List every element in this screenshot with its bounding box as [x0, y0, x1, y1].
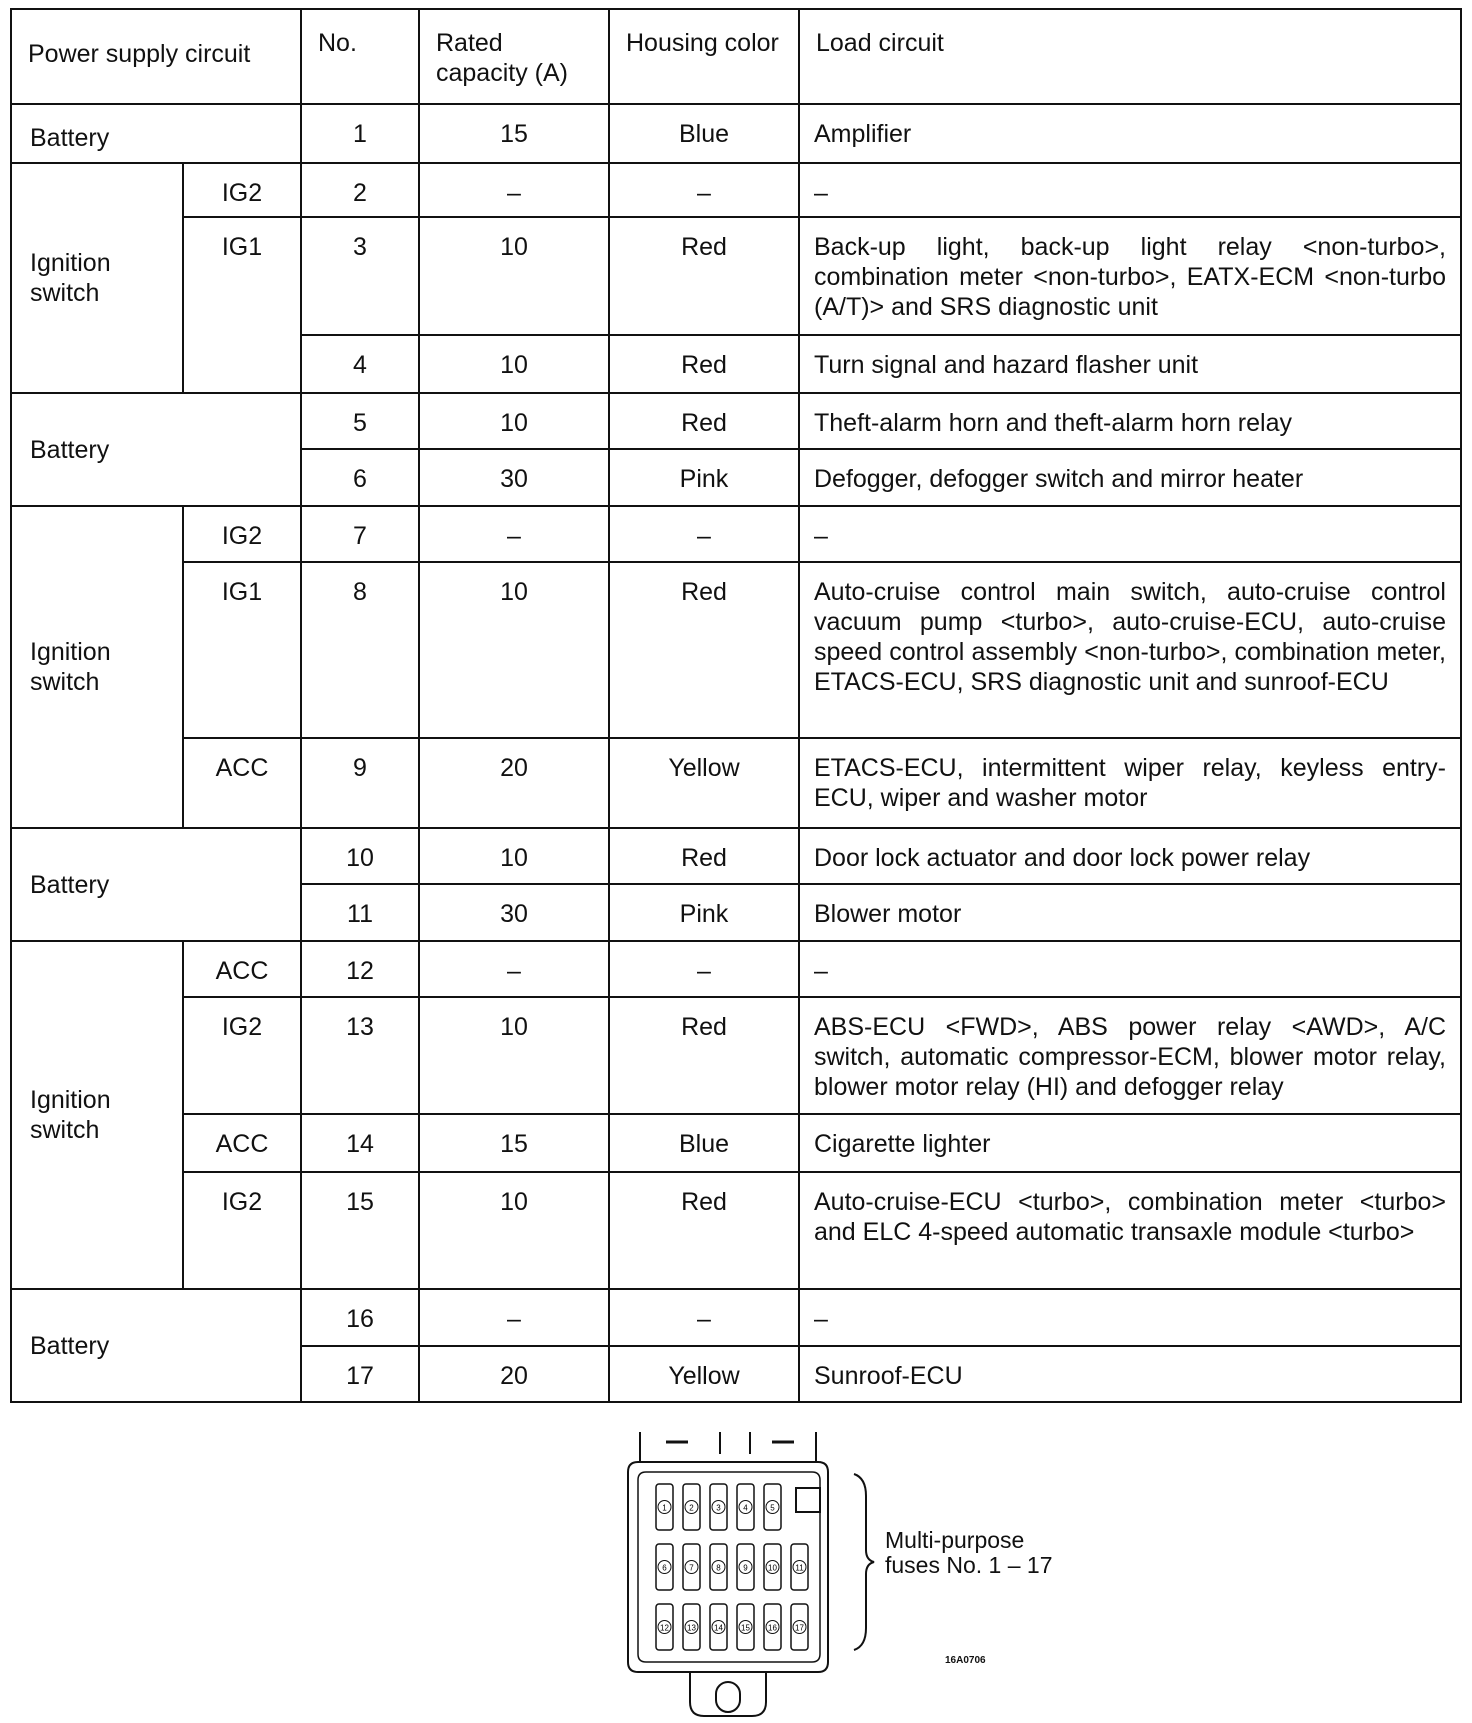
- header-no: No.: [301, 9, 419, 104]
- rated-capacity: –: [419, 506, 609, 562]
- rated-capacity: 10: [419, 997, 609, 1114]
- switch-position: IG2: [183, 506, 301, 562]
- fuse-callout-line1: Multi-purpose: [885, 1527, 1025, 1553]
- rated-capacity: 10: [419, 217, 609, 335]
- fuse-number: 4: [301, 335, 419, 393]
- load-circuit: Theft-alarm horn and theft-alarm horn relay: [799, 393, 1461, 449]
- table-row: [11, 997, 1461, 1114]
- fuse-number: 15: [301, 1172, 419, 1289]
- power-supply-cell: Ignition switch: [11, 163, 183, 393]
- rated-capacity: 10: [419, 335, 609, 393]
- housing-color: Red: [609, 335, 799, 393]
- rated-capacity: 10: [419, 393, 609, 449]
- load-circuit: Defogger, defogger switch and mirror heater: [799, 449, 1461, 506]
- housing-color: Red: [609, 1172, 799, 1289]
- housing-color: Red: [609, 997, 799, 1114]
- fuse-number: 17: [301, 1346, 419, 1402]
- power-supply-cell: Battery: [11, 828, 301, 941]
- load-circuit: Turn signal and hazard flasher unit: [799, 335, 1461, 393]
- housing-color: –: [609, 506, 799, 562]
- rated-capacity: 15: [419, 1114, 609, 1172]
- housing-color: Pink: [609, 449, 799, 506]
- load-circuit: Blower motor: [799, 884, 1461, 941]
- fuse-slot-number: 10: [768, 1563, 777, 1573]
- fuse-slot-number: 9: [743, 1563, 748, 1573]
- table-row: [11, 393, 1461, 449]
- table-row: [11, 217, 1461, 335]
- load-circuit: Cigarette lighter: [799, 1114, 1461, 1172]
- fuse-number: 9: [301, 738, 419, 828]
- load-circuit: –: [799, 163, 1461, 217]
- fuse-number: 8: [301, 562, 419, 738]
- fuse-number: 7: [301, 506, 419, 562]
- load-circuit: Sunroof-ECU: [799, 1346, 1461, 1402]
- housing-color: Red: [609, 217, 799, 335]
- load-circuit: Back-up light, back-up light relay <non-turbo>, combination meter <non-turbo>, EATX-ECM <non-turbo (A/T)> and SRS diagnostic unit: [799, 217, 1461, 335]
- rated-capacity: 10: [419, 1172, 609, 1289]
- header-housing-color: Housing color: [609, 9, 799, 104]
- housing-color: Blue: [609, 1114, 799, 1172]
- header-rated-capacity: Rated capacity (A): [419, 9, 609, 104]
- switch-position: ACC: [183, 941, 301, 997]
- rated-capacity: 30: [419, 449, 609, 506]
- load-circuit: Auto-cruise control main switch, auto-cruise control vacuum pump <turbo>, auto-cruise-ECU, auto-cruise speed control assembly <non-turbo>, combination meter, ETACS-ECU, SRS diagnostic unit and sunroof-ECU: [799, 562, 1461, 738]
- rated-capacity: 10: [419, 562, 609, 738]
- housing-color: Red: [609, 393, 799, 449]
- rated-capacity: 15: [419, 104, 609, 163]
- housing-color: –: [609, 1289, 799, 1346]
- fuse-slot-number: 7: [689, 1563, 694, 1573]
- fuse-slot-number: 17: [795, 1623, 804, 1633]
- rated-capacity: –: [419, 941, 609, 997]
- fuse-number: 2: [301, 163, 419, 217]
- fuse-slot-number: 6: [662, 1563, 667, 1573]
- switch-position: IG2: [183, 163, 301, 217]
- fuse-table: [10, 8, 1462, 1403]
- table-row: [11, 104, 1461, 163]
- rated-capacity: –: [419, 163, 609, 217]
- housing-color: Red: [609, 828, 799, 884]
- housing-color: –: [609, 163, 799, 217]
- power-supply-cell: Battery: [11, 1289, 301, 1402]
- power-supply-cell: Ignition switch: [11, 506, 183, 828]
- rated-capacity: –: [419, 1289, 609, 1346]
- fuse-slot-number: 14: [714, 1623, 723, 1633]
- power-supply-cell: Battery: [11, 393, 301, 506]
- rated-capacity: 20: [419, 1346, 609, 1402]
- figure-code: 16A0706: [945, 1655, 986, 1666]
- load-circuit: Amplifier: [799, 104, 1461, 163]
- housing-color: Red: [609, 562, 799, 738]
- table-row: [11, 1172, 1461, 1289]
- fuse-number: 14: [301, 1114, 419, 1172]
- table-row: [11, 1289, 1461, 1346]
- rated-capacity: 10: [419, 828, 609, 884]
- housing-color: Blue: [609, 104, 799, 163]
- housing-color: Yellow: [609, 1346, 799, 1402]
- fuse-callout-label: [885, 1528, 1053, 1578]
- rated-capacity: 20: [419, 738, 609, 828]
- fuse-slot-number: 8: [716, 1563, 721, 1573]
- table-row: [11, 828, 1461, 884]
- fuse-number: 6: [301, 449, 419, 506]
- load-circuit: Door lock actuator and door lock power relay: [799, 828, 1461, 884]
- fuse-number: 5: [301, 393, 419, 449]
- table-row: [11, 738, 1461, 828]
- fuse-slot-number: 16: [768, 1623, 777, 1633]
- table-row: [11, 1114, 1461, 1172]
- load-circuit: Auto-cruise-ECU <turbo>, combination meter <turbo> and ELC 4-speed automatic transaxle module <turbo>: [799, 1172, 1461, 1289]
- table-row: [11, 941, 1461, 997]
- load-circuit: ETACS-ECU, intermittent wiper relay, keyless entry-ECU, wiper and washer motor: [799, 738, 1461, 828]
- fuse-number: 13: [301, 997, 419, 1114]
- fuse-number: 3: [301, 217, 419, 335]
- relay-slot: [796, 1488, 820, 1512]
- fuse-number: 1: [301, 104, 419, 163]
- housing-color: Yellow: [609, 738, 799, 828]
- table-row: [11, 163, 1461, 217]
- load-circuit: –: [799, 506, 1461, 562]
- fuse-number: 12: [301, 941, 419, 997]
- fuse-number: 16: [301, 1289, 419, 1346]
- switch-position: IG1: [183, 217, 301, 393]
- rated-capacity: 30: [419, 884, 609, 941]
- switch-position: ACC: [183, 738, 301, 828]
- table-row: [11, 506, 1461, 562]
- load-circuit: –: [799, 941, 1461, 997]
- switch-position: IG2: [183, 997, 301, 1114]
- power-supply-cell: Battery: [11, 104, 301, 163]
- switch-position: ACC: [183, 1114, 301, 1172]
- load-circuit: –: [799, 1289, 1461, 1346]
- header-load-circuit: Load circuit: [799, 9, 1461, 104]
- fuse-number: 11: [301, 884, 419, 941]
- fuse-callout-line2: fuses No. 1 – 17: [885, 1552, 1053, 1578]
- fuse-slot-number: 11: [795, 1563, 804, 1573]
- fuse-slot-number: 15: [741, 1623, 750, 1633]
- header-power-supply: Power supply circuit: [11, 9, 301, 104]
- fuse-slot-number: 5: [770, 1503, 775, 1513]
- fuse-slot-number: 3: [716, 1503, 721, 1513]
- fuse-slot-number: 13: [687, 1623, 696, 1633]
- fuse-slot-number: 4: [743, 1503, 748, 1513]
- switch-position: IG1: [183, 562, 301, 738]
- fuse-slot-number: 2: [689, 1503, 694, 1513]
- housing-color: –: [609, 941, 799, 997]
- fuse-number: 10: [301, 828, 419, 884]
- fuse-slot-number: 12: [660, 1623, 669, 1633]
- load-circuit: ABS-ECU <FWD>, ABS power relay <AWD>, A/C switch, automatic compressor-ECM, blower motor relay, blower motor relay (HI) and defogger relay: [799, 997, 1461, 1114]
- power-supply-cell: Ignition switch: [11, 941, 183, 1289]
- table-row: [11, 562, 1461, 738]
- fuse-slot-number: 1: [662, 1503, 667, 1513]
- switch-position: IG2: [183, 1172, 301, 1289]
- housing-color: Pink: [609, 884, 799, 941]
